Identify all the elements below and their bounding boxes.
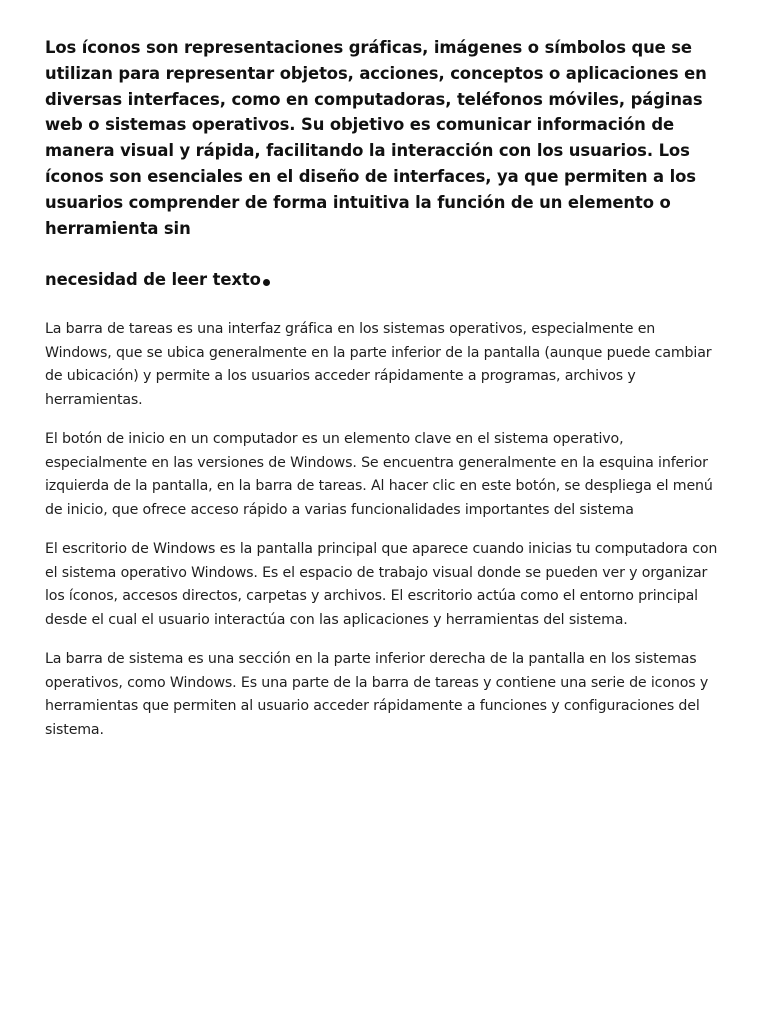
- bullet-dot-icon: [263, 279, 270, 286]
- paragraph-desktop: El escritorio de Windows es la pantalla principal que aparece cuando inicias tu computadora con el sistema operativo Windows. Es el espacio de trabajo visual donde se pueden ver y organizar los íconos, accesos directos, carpetas y archivos. El escritorio actúa como el entorno principal desde el cual el usuario interactúa con las aplicaciones y herramientas del sistema.: [45, 541, 718, 628]
- heading-paragraph: Los íconos son representaciones gráficas, imágenes o símbolos que se utilizan para representar objetos, acciones, conceptos o aplicaciones en diversas interfaces, como en computadoras, teléfonos móviles, páginas web o sistemas operativos. Su objetivo es comunicar información de manera visual y rápida, facilitando la interacción con los usuarios. Los íconos son esenciales en el diseño de interfaces, ya que permiten a los usuarios comprender de forma intuitiva la función de un elemento o herramienta sin: [45, 38, 707, 238]
- paragraph-system-tray: La barra de sistema es una sección en la parte inferior derecha de la pantalla en los sistemas operativos, como Windows. Es una parte de la barra de tareas y contiene una serie de iconos y herramientas que permiten al usuario acceder rápidamente a funciones y configuraciones del sistema.: [45, 651, 709, 738]
- heading-tail: [45, 267, 720, 293]
- heading-tail-text: necesidad de leer texto: [45, 270, 261, 290]
- paragraph-start-button: El botón de inicio en un computador es un elemento clave en el sistema operativo, especialmente en las versiones de Windows. Se encuentra generalmente en la esquina inferior izquierda de la pantalla, en la barra de tareas. Al hacer clic en este botón, se despliega el menú de inicio, que ofrece acceso rápido a varias funcionalidades importantes del sistema: [45, 431, 713, 518]
- paragraph-taskbar: La barra de tareas es una interfaz gráfica en los sistemas operativos, especialmente en Windows, que se ubica generalmente en la parte inferior de la pantalla (aunque puede cambiar de ubicación) y permite a los usuarios acceder rápidamente a programas, archivos y herramientas.: [45, 321, 712, 408]
